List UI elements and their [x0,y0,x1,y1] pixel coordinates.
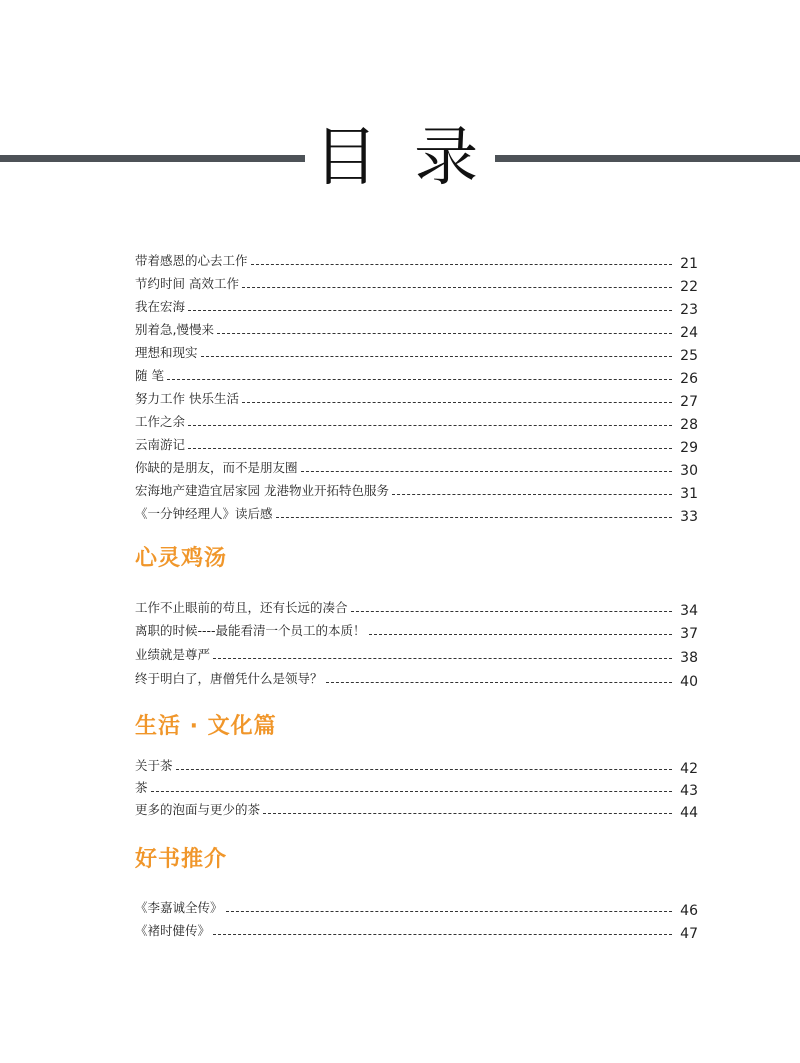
toc-entry-label: 随 笔 [135,368,164,383]
toc-entry[interactable] [135,644,698,664]
toc-entry-page: 31 [680,486,698,502]
toc-entry[interactable] [135,755,698,775]
toc-entry-label: 关于茶 [135,758,173,773]
toc-entry-label: 工作之余 [135,414,186,429]
toc-leader [188,310,672,311]
toc-entry[interactable] [135,342,698,362]
toc-entry-label: 更多的泡面与更少的茶 [135,802,261,817]
toc-entry-label: 别着急,慢慢来 [135,322,214,337]
toc-leader [176,769,672,770]
toc-entry-page: 28 [680,417,698,433]
toc-entry-page: 29 [680,440,698,456]
toc-leader [242,402,672,403]
toc-entry-label: 工作不止眼前的苟且，还有长远的凑合 [135,600,348,615]
toc-entry-page: 25 [680,348,698,364]
header-rule-left [0,155,305,162]
toc-entry[interactable] [135,799,698,819]
toc-entry[interactable] [135,597,698,617]
toc-entry-label: 茶 [135,780,148,795]
toc-entry[interactable] [135,365,698,385]
toc-header [0,118,800,198]
toc-leader [326,682,672,683]
toc-entry[interactable] [135,503,698,523]
toc-entry-page: 24 [680,325,698,341]
toc-leader [351,611,672,612]
header-rule-right [495,155,800,162]
toc-entry-label: 《褚时健传》 [135,923,211,938]
toc-leader [213,658,672,659]
toc-leader [276,517,672,518]
toc-entry[interactable] [135,319,698,339]
toc-leader [188,425,672,426]
section-title-soul-soup: 心灵鸡汤 [135,546,228,571]
toc-entry-page: 21 [680,256,698,272]
toc-entry-label: 终于明白了，唐僧凭什么是领导？ [135,671,323,686]
toc-entry[interactable] [135,620,698,640]
toc-entry[interactable] [135,457,698,477]
toc-leader [151,791,672,792]
toc-entry-page: 37 [680,626,698,642]
toc-entry-page: 46 [680,903,698,919]
toc-entry-page: 42 [680,761,698,777]
toc-leader [213,934,672,935]
toc-entry-label: 努力工作 快乐生活 [135,391,239,406]
section-title-life-culture: 生活 · 文化篇 [135,714,277,739]
toc-entry-page: 33 [680,509,698,525]
toc-entry-label: 云南游记 [135,437,186,452]
toc-entry-page: 40 [680,674,698,690]
toc-entry[interactable] [135,411,698,431]
toc-entry[interactable] [135,434,698,454]
toc-leader [226,911,672,912]
toc-entry-label: 节约时间 高效工作 [135,276,239,291]
toc-entry-page: 34 [680,603,698,619]
toc-leader [201,356,672,357]
toc-entry-page: 23 [680,302,698,318]
toc-leader [301,471,672,472]
toc-entry-page: 27 [680,394,698,410]
toc-entry-label: 你缺的是朋友，而不是朋友圈 [135,460,298,475]
toc-entry-page: 30 [680,463,698,479]
toc-entry[interactable] [135,388,698,408]
toc-leader [392,494,672,495]
toc-entry-page: 44 [680,805,698,821]
toc-entry[interactable] [135,777,698,797]
toc-entry[interactable] [135,296,698,316]
toc-leader [263,813,672,814]
toc-entry-label: 带着感恩的心去工作 [135,253,248,268]
toc-entry-page: 43 [680,783,698,799]
toc-entry-page: 26 [680,371,698,387]
page-title: 目 录 [313,121,487,195]
toc-leader [217,333,672,334]
toc-entry-page: 38 [680,650,698,666]
toc-entry-label: 宏海地产建造宜居家园 龙港物业开拓特色服务 [135,483,389,498]
toc-leader [242,287,672,288]
toc-entry-label: 理想和现实 [135,345,198,360]
toc-entry-label: 业绩就是尊严 [135,647,211,662]
toc-entry-label: 《一分钟经理人》读后感 [135,506,273,521]
toc-entry-page: 47 [680,926,698,942]
toc-leader [251,264,672,265]
toc-entry-label: 离职的时候----最能看清一个员工的本质！ [135,623,366,638]
toc-entry-page: 22 [680,279,698,295]
section-title-book-recommend: 好书推介 [135,847,228,872]
toc-entry[interactable] [135,920,698,940]
toc-entry[interactable] [135,668,698,688]
toc-entry[interactable] [135,480,698,500]
toc-leader [369,634,672,635]
toc-entry-label: 《李嘉诚全传》 [135,900,223,915]
toc-entry[interactable] [135,250,698,270]
toc-entry-label: 我在宏海 [135,299,186,314]
toc-leader [188,448,672,449]
toc-entry[interactable] [135,273,698,293]
toc-entry[interactable] [135,897,698,917]
toc-leader [167,379,672,380]
